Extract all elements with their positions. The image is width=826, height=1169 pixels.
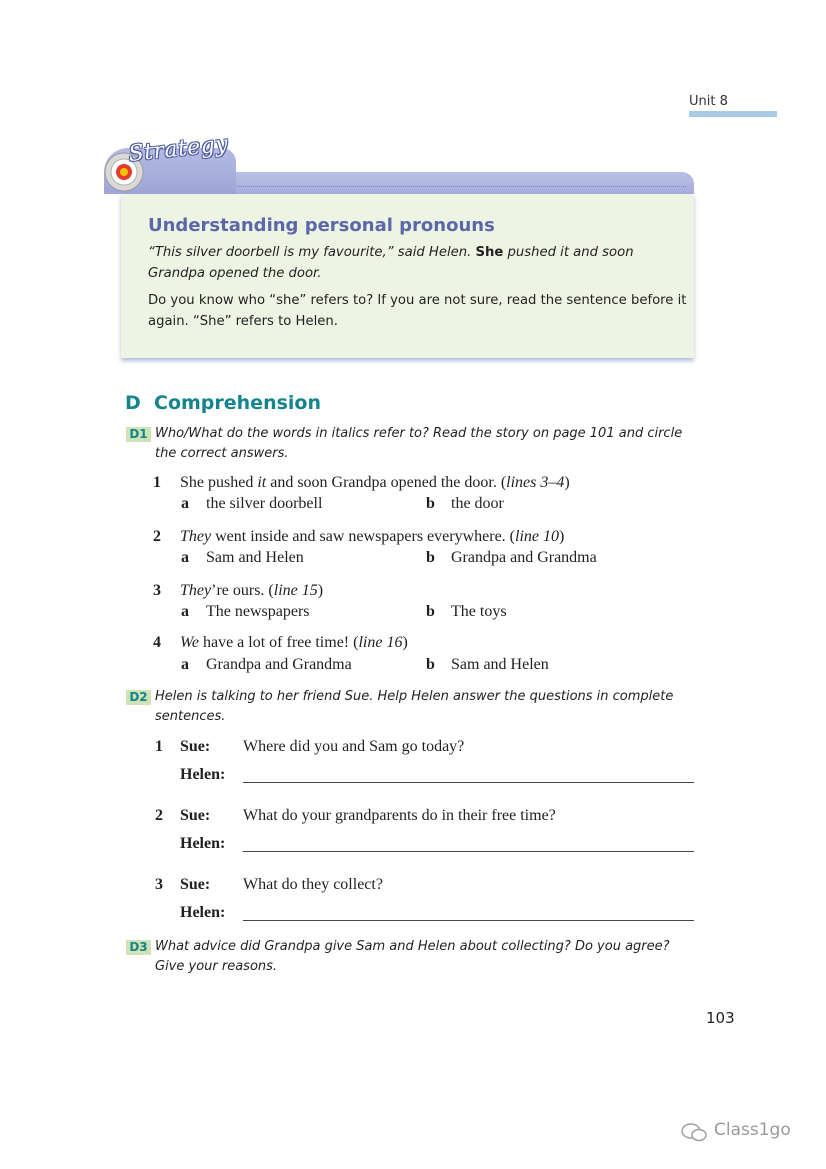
speaker-helen: Helen:: [180, 835, 226, 852]
option-a-label: a: [181, 495, 189, 512]
d1-item-number: 2: [153, 528, 161, 545]
option-a-label: a: [181, 603, 189, 620]
strategy-badge: Strategy: [127, 131, 230, 167]
option-a[interactable]: The newspapers: [206, 603, 310, 620]
d1-item-number: 1: [153, 474, 161, 491]
option-a-label: a: [181, 549, 189, 566]
option-b-label: b: [426, 656, 435, 673]
sue-question: What do they collect?: [243, 876, 383, 893]
section-title: Comprehension: [154, 392, 321, 414]
d2-item-number: 2: [155, 807, 163, 824]
strategy-example-quote: “This silver doorbell is my favourite,” said Helen. She pushed it and soon Grandpa opened the door.: [148, 245, 634, 281]
option-a[interactable]: Sam and Helen: [206, 549, 304, 566]
sue-question: What do your grandparents do in their free time?: [243, 807, 556, 824]
section-letter: D: [125, 392, 141, 414]
unit-label: Unit 8: [689, 94, 728, 109]
d1-instruction: Who/What do the words in italics refer to? Read the story on page 101 and circle the correct answers.: [155, 426, 683, 461]
d2-item-number: 1: [155, 738, 163, 755]
strategy-heading: Understanding personal pronouns: [148, 215, 495, 236]
d1-item-question: They’re ours. (line 15): [180, 582, 324, 599]
option-a[interactable]: Grandpa and Grandma: [206, 656, 352, 673]
option-b-label: b: [426, 603, 435, 620]
d1-item-question: We have a lot of free time! (line 16): [180, 634, 408, 651]
option-b[interactable]: Sam and Helen: [451, 656, 549, 673]
speaker-helen: Helen:: [180, 904, 226, 921]
d1-item-question: They went inside and saw newspapers everywhere. (line 10): [180, 528, 565, 545]
d1-item-number: 3: [153, 582, 161, 599]
option-b[interactable]: the door: [451, 495, 504, 512]
strategy-explanation: Do you know who “she” refers to? If you are not sure, read the sentence before it again. “She” refers to Helen.: [148, 293, 687, 329]
option-a[interactable]: the silver doorbell: [206, 495, 323, 512]
option-b[interactable]: The toys: [451, 603, 507, 620]
d2-tag: D2: [126, 690, 151, 705]
d2-instruction: Helen is talking to her friend Sue. Help Helen answer the questions in complete sentences.: [155, 689, 674, 724]
d1-tag: D1: [126, 427, 151, 442]
d1-item-question: She pushed it and soon Grandpa opened the door. (lines 3–4): [180, 474, 570, 491]
sue-question: Where did you and Sam go today?: [243, 738, 465, 755]
option-b-label: b: [426, 495, 435, 512]
page-number: 103: [706, 1009, 735, 1027]
watermark: Class1go: [714, 1120, 791, 1140]
d3-tag: D3: [126, 940, 151, 955]
helen-answer-line[interactable]: [243, 782, 694, 783]
d2-item-number: 3: [155, 876, 163, 893]
wechat-icon: [680, 1122, 710, 1142]
speaker-sue: Sue:: [180, 807, 211, 824]
d3-instruction: What advice did Grandpa give Sam and Helen about collecting? Do you agree? Give your reasons.: [155, 939, 670, 974]
unit-bar: [689, 111, 777, 117]
helen-answer-line[interactable]: [243, 851, 694, 852]
option-b-label: b: [426, 549, 435, 566]
option-b[interactable]: Grandpa and Grandma: [451, 549, 597, 566]
speaker-sue: Sue:: [180, 876, 211, 893]
helen-answer-line[interactable]: [243, 920, 694, 921]
speaker-helen: Helen:: [180, 766, 226, 783]
speaker-sue: Sue:: [180, 738, 211, 755]
d1-item-number: 4: [153, 634, 161, 651]
option-a-label: a: [181, 656, 189, 673]
